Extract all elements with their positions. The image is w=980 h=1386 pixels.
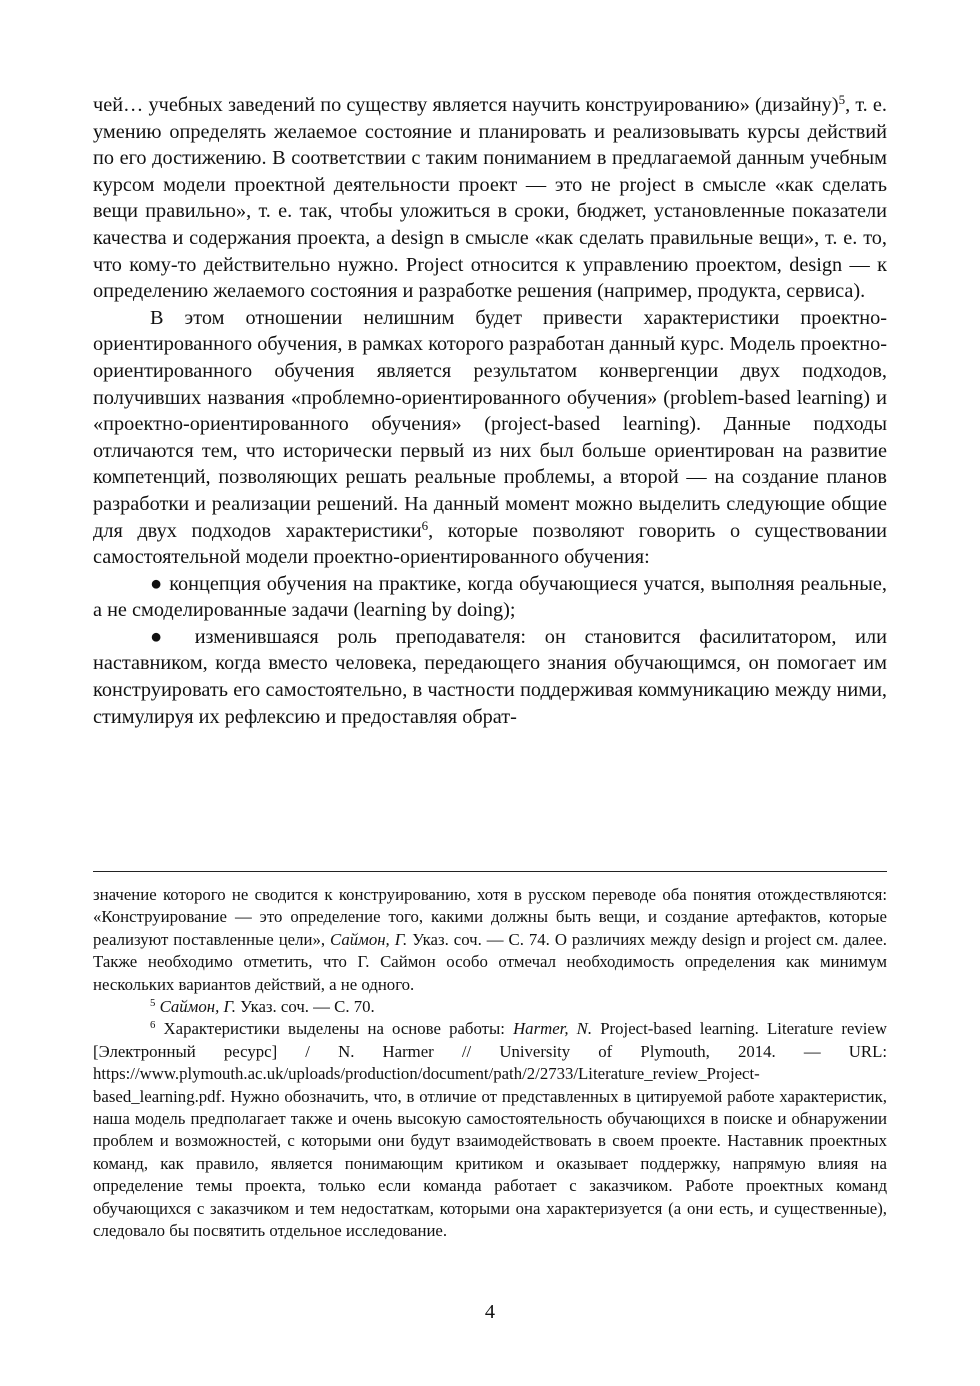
footnote-continuation — [93, 884, 887, 996]
footnote-5-number: 5 — [150, 997, 156, 1010]
footnote-continuation-text-a: значение которого не сводится к конструированию, хотя в русском переводе оба понятия отождествляются: «Конструирование — это определение того, какими должны быть вещи, и создание артефактов, которые реализуют поставленные цели», — [93, 885, 887, 949]
bullet-item-1: ● концепция обучения на практике, когда обучающиеся учатся, выполняя реальные, а не смоделированные задачи (learning by doing); — [93, 572, 887, 622]
footnote-ref-5[interactable]: 5 — [838, 91, 846, 107]
paragraph-1-text-a: чей… учебных заведений по существу является научить конструированию» (дизайну) — [93, 94, 839, 116]
page-number: 4 — [484, 1301, 496, 1323]
footnotes — [93, 884, 887, 1243]
footnote-continuation-author: Саймон, Г. — [330, 929, 408, 949]
footnote-6-author: Harmer, N. — [513, 1019, 593, 1039]
paragraph-1-text-b: , т. е. умению определять желаемое состояние и планировать и реализовывать курсы действий по его достижению. В соответствии с таким пониманием в предлагаемой данным учебным курсом модели проектной деятельности проект — это не project в смысле «как сделать вещи правильно», т. е. так, чтобы уложиться в сроки, бюджет, установленные показатели качества и содержания проекта, а design в смысле «как сделать правильные вещи», т. е. то, что кому-то действительно нужно. Project относится к управлению проектом, design — к определению желаемого состояния и разработке решения (например, продукта, сервиса). — [93, 94, 887, 303]
paragraph-2-text-b: , которые позволяют говорить о существовании самостоятельной модели проектно-ориентированного обучения: — [93, 519, 887, 569]
footnote-6 — [93, 1018, 887, 1242]
footnote-5 — [93, 996, 887, 1018]
bullet-item-2: ● изменившаяся роль преподавателя: он становится фасилитатором, или наставником, когда вместо человека, передающего знания обучающимся, он помогает им конструировать его самостоятельно, в частности поддерживая коммуникацию между ними, стимулируя их рефлексию и предоставляя обрат- — [93, 625, 887, 728]
footnote-separator — [93, 871, 887, 872]
footnote-5-author: Саймон, Г. — [159, 997, 236, 1017]
footnote-ref-6[interactable]: 6 — [421, 517, 429, 533]
paragraph-1 — [93, 92, 887, 305]
paragraph-2 — [93, 305, 887, 571]
paragraph-2-text-a: В этом отношении нелишним будет привести характеристики проектно-ориентированного обучения, в рамках которого разработан данный курс. Модель проектно-ориентированного обучения является результатом конвергенции двух подходов, получивших названия «проблемно-ориентированного обучения» (problem-based learning) и «проектно-ориентированного обучения» (project-based learning). Данные подходы отличаются тем, что исторически первый из них был больше ориентирован на развитие компетенций, позволяющих решать реальные проблемы, а второй — на создание планов разработки и реализации решений. На данный момент можно выделить следующие общие для двух подходов характеристики — [93, 306, 887, 542]
main-text — [93, 92, 887, 730]
footnote-6-number: 6 — [150, 1019, 156, 1032]
footnote-6-text-a: Характеристики выделены на основе работы: — [155, 1019, 514, 1039]
footnote-continuation-text-b: Указ. соч. — С. 74. О различиях между design и project см. далее. Также необходимо отметить, что Г. Саймон особо отмечал необходимость определения как минимум нескольких вариантов действий, а не одного. — [93, 929, 887, 994]
footnote-5-text: Указ. соч. — С. 70. — [235, 997, 375, 1017]
footnote-6-text-b: Project-based learning. Literature review [Электронный ресурс] / N. Harmer // University of Plymouth, 2014. — URL: https://www.plymouth.ac.uk/uploads/production/document/path/2/2733/Literature_review_Project-based_learning.pdf. Нужно обозначить, что, в отличие от представленных в цитируемой работе характеристик, наша модель предполагает также и очень высокую самостоятельность обучающихся в поиске и обнаружении проблем и возможностей, с которыми они будут взаимодействовать в своем проекте. Наставник проектных команд, как правило, является понимающим критиком и оказывает поддержку, напрямую влияя на определение темы проекта, только если команда работает с заказчиком. Работе проектных команд обучающихся с заказчиком и тем недостаткам, которыми она характеризуется (а они есть, и существенные), следовало бы посвятить отдельное исследование. — [93, 1019, 887, 1241]
